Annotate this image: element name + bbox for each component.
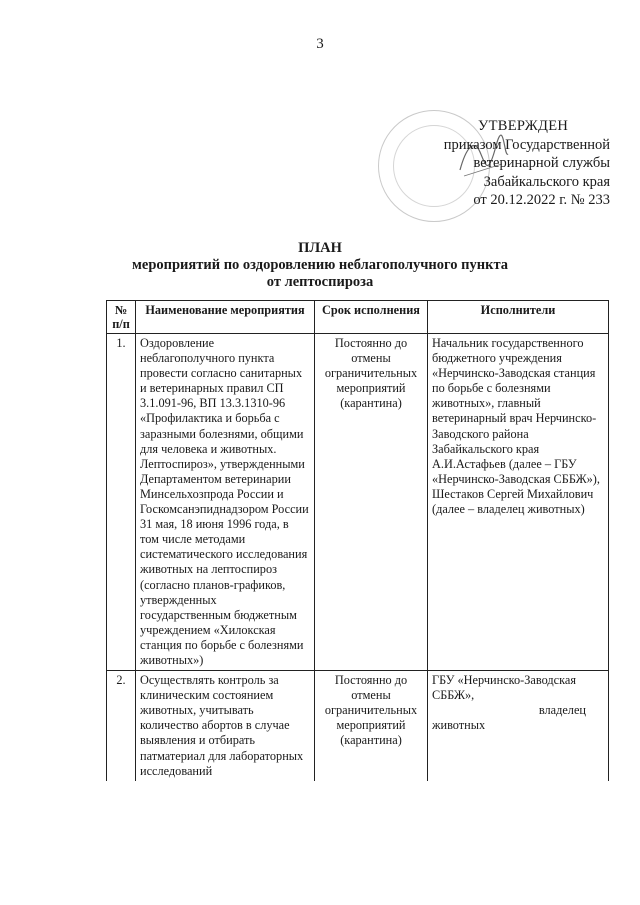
approval-line-4: от 20.12.2022 г. № 233 [473, 192, 610, 208]
row-measure: Оздоровление неблагополучного пункта провести согласно санитарных и ветеринарных правил СП 3.1.091-96, ВП 13.3.1310-96 «Профилактика и борьба с заразными болезнями, общими для человека и животных. Лептоспироз», утвержденными Департаментом ветеринарии Минсельхозпрода России и Госкомсанэпиднадзором России 31 мая, 18 июня 1996 года, в том числе методами систематического исследования животных на лептоспироз (согласно планов-графиков, утвержденных государственным бюджетным учреждением «Хилокская станция по борьбе с болезнями животных») [136, 334, 315, 671]
heading-subtitle-2: от лептоспироза [266, 274, 374, 290]
header-name: Наименование мероприятия [136, 301, 315, 334]
row-num: 2. [107, 671, 136, 781]
approval-title: УТВЕРЖДЕН [478, 118, 569, 134]
row-term: Постоянно до отмены ограничительных мероприятий (карантина) [315, 334, 428, 671]
executor-owner-animals: животных [432, 718, 486, 733]
header-term: Срок исполнения [315, 301, 428, 334]
heading-subtitle: мероприятий по оздоровлению неблагополучного пункта [132, 257, 508, 273]
row-num: 1. [107, 334, 136, 671]
row-executors [428, 671, 609, 781]
document-heading [0, 240, 640, 291]
executor-owner: Шестаков Сергей Михайлович (далее – владелец животных) [432, 486, 594, 517]
header-num: № п/п [107, 301, 136, 334]
row-term: Постоянно до отмены ограничительных мероприятий (карантина) [315, 671, 428, 781]
executor-line-1 [432, 673, 604, 703]
approval-block [410, 117, 610, 210]
heading-title: ПЛАН [298, 240, 342, 256]
executor-line-2 [432, 703, 604, 718]
executor-owner-word: владелец [538, 703, 586, 718]
row-executors [428, 334, 609, 671]
executor-primary: Начальник государственного бюджетного учреждения «Нерчинско-Заводская станция по борьбе с болезнями животных», главный ветеринарный врач Нерчинско-Заводского района Забайкальского края А.И.Астафьев (далее – ГБУ «Нерчинско-Заводская СББЖ»), [432, 336, 600, 486]
approval-line-1: приказом Государственной [443, 136, 610, 153]
plan-table [106, 300, 609, 781]
approval-line-3: Забайкальского края [483, 173, 610, 190]
table-header-row [107, 301, 609, 334]
approval-line-2: ветеринарной службы [473, 155, 610, 171]
header-executors: Исполнители [428, 301, 609, 334]
table-row [107, 671, 609, 781]
table-row [107, 334, 609, 671]
row-measure: Осуществлять контроль за клиническим состоянием животных, учитывать количество абортов в случае выявления и отбирать патматериал для лабораторных исследований [136, 671, 315, 781]
page-number: 3 [316, 36, 324, 52]
executor-station: ГБУ «Нерчинско-Заводская СББЖ», [432, 673, 576, 703]
